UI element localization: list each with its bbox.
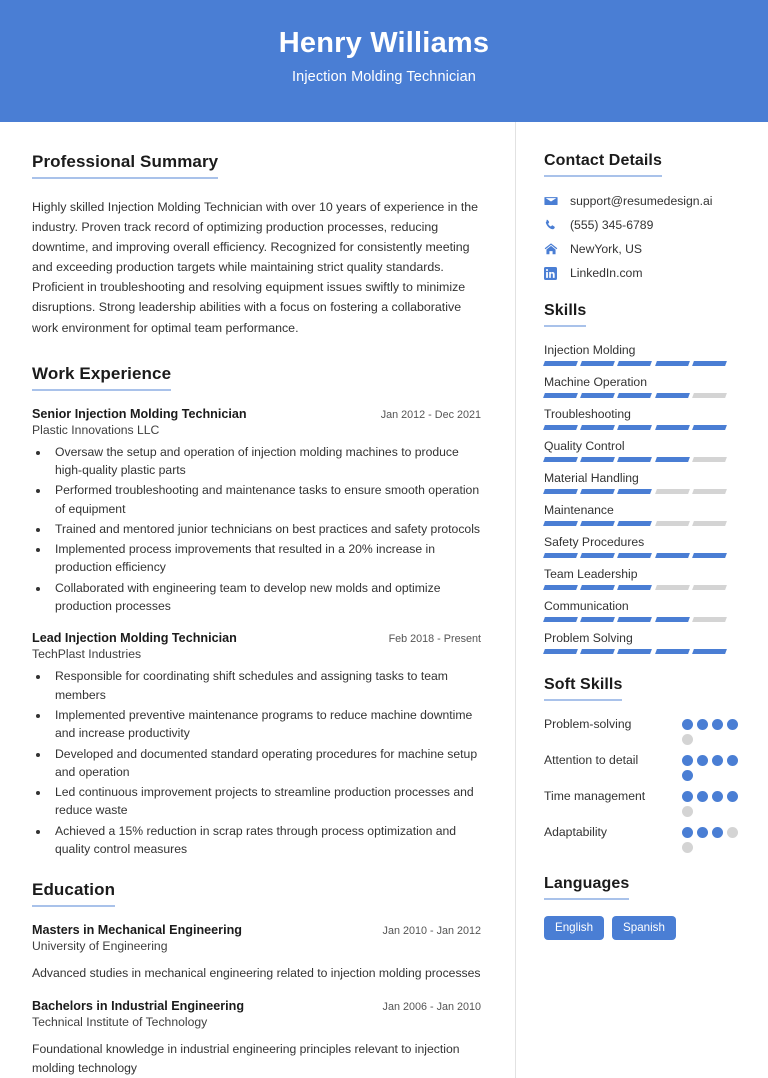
skill-bar-segment [655,521,690,526]
soft-skill-label: Adaptability [544,825,608,839]
education-institution: University of Engineering [32,939,168,954]
languages-list [544,916,744,940]
skill-bar-segment [692,489,727,494]
skill-level-bar [544,393,726,398]
list-item: • Performed troubleshooting and maintenance tasks to ensure smooth operation of equipment [50,481,481,518]
skill-bar-segment [543,553,578,558]
skill-label: Team Leadership [544,567,638,581]
skill-bar-segment [692,457,727,462]
skill-bar-segment [580,425,615,430]
skill-bar-segment [617,457,652,462]
contact-item-email[interactable] [544,194,744,208]
skill-item [544,439,744,462]
list-item: • Implemented preventive maintenance programs to reduce machine downtime and increase productivity [50,706,481,743]
main-column [0,122,515,1078]
list-item: • Developed and documented standard operating procedures for machine setup and operation [50,745,481,782]
skill-bar-segment [655,393,690,398]
soft-skills-list [544,716,744,853]
contact-email-text: support@resumedesign.ai [570,194,713,208]
contact-item-phone[interactable] [544,218,744,232]
skill-bar-segment [655,649,690,654]
skill-bar-segment [617,617,652,622]
skill-level-bar [544,553,726,558]
section-heading-experience: Work Experience [32,364,171,391]
skill-item [544,535,744,558]
list-item: • Responsible for coordinating shift schedules and assigning tasks to team members [50,667,481,704]
soft-skill-label: Attention to detail [544,753,639,767]
section-education [32,880,481,1078]
skill-bar-segment [692,617,727,622]
skill-bar-segment [655,553,690,558]
soft-skill-rating [682,752,744,781]
skill-bar-segment [617,393,652,398]
skill-bar-segment [692,649,727,654]
skill-label: Problem Solving [544,631,633,645]
home-icon [544,242,562,256]
rating-dot [682,734,693,745]
rating-dot [697,719,708,730]
experience-entry [32,631,481,858]
skill-bar-segment [692,361,727,366]
skill-level-bar [544,425,726,430]
skill-bar-segment [543,457,578,462]
language-pill: Spanish [612,916,676,940]
list-item: • Oversaw the setup and operation of injection molding machines to produce high-quality plastic parts [50,443,481,480]
skill-bar-segment [655,361,690,366]
education-date-range: Jan 2006 - Jan 2010 [382,1001,481,1014]
list-item: • Collaborated with engineering team to develop new molds and optimize production processes [50,579,481,616]
skill-level-bar [544,585,726,590]
soft-skill-item [544,824,744,853]
skill-bar-segment [580,553,615,558]
skill-label: Communication [544,599,629,613]
sidebar-column [515,122,768,1078]
skill-bar-segment [692,553,727,558]
education-date-range: Jan 2010 - Jan 2012 [382,925,481,938]
rating-dot [697,827,708,838]
rating-dot [682,719,693,730]
rating-dot [727,719,738,730]
skill-level-bar [544,457,726,462]
rating-dot [712,719,723,730]
rating-dot [727,755,738,766]
skill-level-bar [544,361,726,366]
rating-dot [682,755,693,766]
skill-label: Injection Molding [544,343,636,357]
rating-dot [727,827,738,838]
skill-bar-segment [617,553,652,558]
skill-bar-segment [580,649,615,654]
experience-date-range: Jan 2012 - Dec 2021 [380,408,481,421]
rating-dot [697,791,708,802]
skill-bar-segment [617,649,652,654]
section-languages [544,875,744,940]
skill-bar-segment [543,521,578,526]
rating-dot [682,806,693,817]
skill-item [544,567,744,590]
rating-dot [682,827,693,838]
section-skills [544,302,744,654]
skill-level-bar [544,521,726,526]
experience-job-title: Lead Injection Molding Technician [32,631,237,646]
soft-skill-item [544,716,744,745]
soft-skill-label: Time management [544,789,646,803]
soft-skill-item [544,752,744,781]
education-description: Advanced studies in mechanical engineering related to injection molding processes [32,966,481,981]
skill-level-bar [544,617,726,622]
skill-item [544,503,744,526]
education-institution: Technical Institute of Technology [32,1015,208,1030]
skills-list [544,343,744,654]
resume-body [0,122,768,1078]
skill-bar-segment [692,521,727,526]
rating-dot [682,791,693,802]
skill-bar-segment [543,585,578,590]
education-entry [32,923,481,983]
skill-bar-segment [580,585,615,590]
phone-icon [544,219,562,232]
skill-bar-segment [692,425,727,430]
skill-bar-segment [617,521,652,526]
section-heading-skills: Skills [544,302,586,327]
education-degree: Masters in Mechanical Engineering [32,923,242,938]
skill-bar-segment [655,425,690,430]
contact-item-location[interactable] [544,242,744,256]
skill-bar-segment [580,457,615,462]
skill-label: Troubleshooting [544,407,631,421]
skill-bar-segment [692,585,727,590]
skill-bar-segment [655,617,690,622]
skill-bar-segment [617,425,652,430]
list-item: • Led continuous improvement projects to streamline production processes and reduce waste [50,783,481,820]
skill-bar-segment [543,425,578,430]
list-item: • Implemented process improvements that resulted in a 20% increase in production efficiency [50,540,481,577]
education-entry [32,999,481,1078]
rating-dot [727,791,738,802]
contact-linkedin-text: LinkedIn.com [570,266,643,280]
education-entry-header [32,999,481,1013]
list-item: • Achieved a 15% reduction in scrap rates through process optimization and quality control measures [50,822,481,859]
candidate-job-title: Injection Molding Technician [292,68,476,85]
section-work-experience [32,364,481,859]
section-professional-summary [32,152,481,338]
section-heading-education: Education [32,880,115,907]
contact-phone-text: (555) 345-6789 [570,218,654,232]
skill-bar-segment [617,489,652,494]
list-item: • Trained and mentored junior technicians on best practices and safety protocols [50,520,481,538]
rating-dot [682,842,693,853]
rating-dot [682,770,693,781]
experience-company: TechPlast Industries [32,647,142,662]
skill-label: Maintenance [544,503,614,517]
skill-label: Material Handling [544,471,639,485]
skill-label: Quality Control [544,439,625,453]
skill-item [544,471,744,494]
skill-level-bar [544,649,726,654]
experience-bullet-list [32,443,481,616]
section-heading-soft-skills: Soft Skills [544,676,622,701]
rating-dot [712,791,723,802]
skill-bar-segment [617,361,652,366]
skill-bar-segment [543,617,578,622]
skill-bar-segment [580,393,615,398]
education-degree: Bachelors in Industrial Engineering [32,999,245,1014]
skill-bar-segment [617,585,652,590]
rating-dot [712,827,723,838]
skill-bar-segment [655,489,690,494]
candidate-name: Henry Williams [278,27,490,59]
skill-bar-segment [655,585,690,590]
section-heading-languages: Languages [544,875,629,900]
section-heading-summary: Professional Summary [32,152,218,179]
skill-bar-segment [655,457,690,462]
experience-bullet-list [32,667,481,858]
skill-bar-segment [580,521,615,526]
rating-dot [697,755,708,766]
experience-entry [32,407,481,616]
skill-level-bar [544,489,726,494]
skill-bar-segment [543,393,578,398]
section-soft-skills [544,676,744,853]
contact-item-linkedin[interactable] [544,266,744,280]
contact-list [544,194,744,280]
soft-skill-label: Problem-solving [544,717,632,731]
skill-item [544,631,744,654]
resume-header [0,0,768,122]
envelope-icon [544,194,562,208]
experience-company: Plastic Innovations LLC [32,422,160,437]
contact-location-text: NewYork, US [570,242,643,256]
skill-item [544,407,744,430]
section-heading-contact: Contact Details [544,152,662,177]
skill-item [544,343,744,366]
education-entry-header [32,923,481,937]
skill-label: Machine Operation [544,375,647,389]
skill-bar-segment [543,649,578,654]
skill-bar-segment [692,393,727,398]
summary-text: Highly skilled Injection Molding Technician with over 10 years of experience in the industry. Proven track record of optimizing production processes, reducing downtime, and improving overall efficiency. Recognized for consistently meeting and exceeding production targets while maintaining strict quality standards. Proficient in troubleshooting and resolving equipment issues swiftly to minimize disruptions. Strong leadership abilities with a focus on fostering a collaborative work environment for optimal team performance. [32,200,479,335]
skill-bar-segment [580,617,615,622]
experience-entry-header [32,631,481,645]
skill-item [544,375,744,398]
linkedin-icon [544,267,562,280]
skill-bar-segment [580,361,615,366]
skill-bar-segment [543,489,578,494]
skill-label: Safety Procedures [544,535,645,549]
language-pill: English [544,916,604,940]
soft-skill-rating [682,824,744,853]
skill-bar-segment [580,489,615,494]
soft-skill-item [544,788,744,817]
education-description: Foundational knowledge in industrial engineering principles relevant to injection molding technology [32,1042,460,1076]
soft-skill-rating [682,716,744,745]
soft-skill-rating [682,788,744,817]
skill-item [544,599,744,622]
rating-dot [712,755,723,766]
experience-date-range: Feb 2018 - Present [388,633,481,646]
section-contact-details [544,152,744,280]
experience-entry-header [32,407,481,421]
skill-bar-segment [543,361,578,366]
experience-job-title: Senior Injection Molding Technician [32,406,247,421]
